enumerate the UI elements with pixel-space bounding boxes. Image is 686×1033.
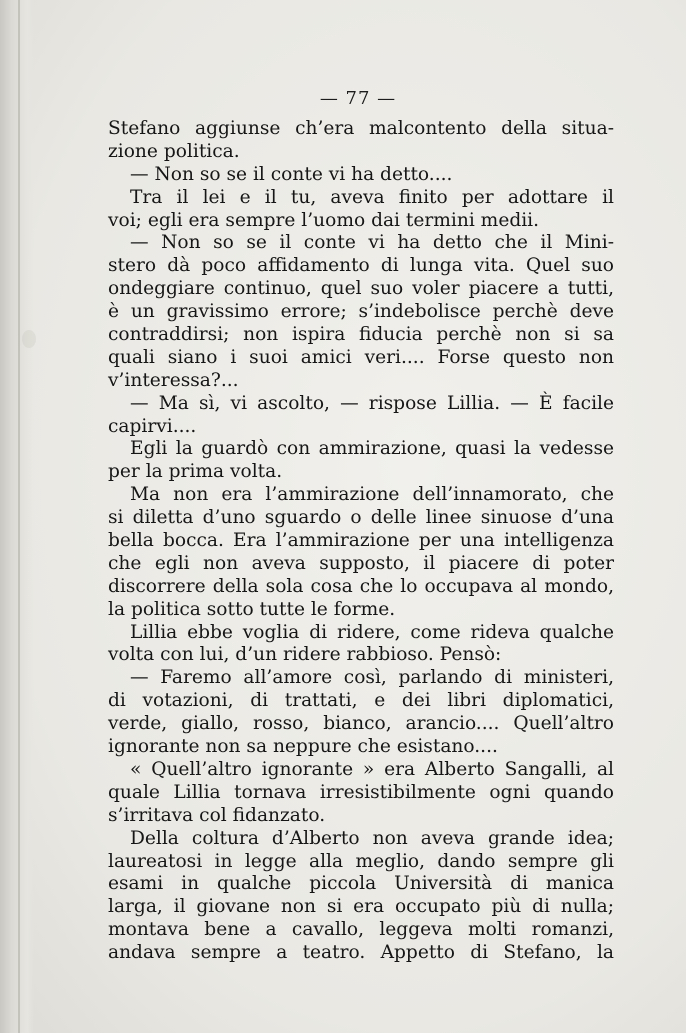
text-line: Tra il lei e il tu, aveva finito per adottare il <box>130 186 614 208</box>
text-line: Della coltura d’Alberto non aveva grande idea; <box>130 827 614 849</box>
text-line: « Quell’altro ignorante » era Alberto Sangalli, al <box>130 758 614 780</box>
paper-stain <box>22 330 36 348</box>
binding-shadow <box>0 0 34 1033</box>
page-number: — 77 — <box>319 88 397 109</box>
text-line: Egli la guardò con ammirazione, quasi la vedesse <box>130 438 614 460</box>
text-line: capirvi.... <box>108 415 197 437</box>
text-line: per la prima volta. <box>108 461 283 483</box>
text-line: quali siano i suoi amici veri.... Forse questo non <box>108 346 614 368</box>
text-line: montava bene a cavallo, leggeva molti romanzi, <box>108 919 614 941</box>
text-line: Ma non era l’ammirazione dell’innamorato, che <box>130 484 614 506</box>
text-line: — Faremo all’amore così, parlando di ministeri, <box>130 667 614 689</box>
binding-gutter-line <box>18 0 20 1033</box>
text-line: — Non so se il conte vi ha detto.... <box>130 163 453 185</box>
text-line: — Ma sì, vi ascolto, — rispose Lillia. — È facile <box>130 392 614 414</box>
text-line: si diletta d’uno sguardo o delle linee sinuose d’una <box>108 507 614 529</box>
text-line: Stefano aggiunse ch’era malcontento della situa- <box>108 118 614 139</box>
text-line: volta con lui, d’un ridere rabbioso. Pensò: <box>108 644 502 666</box>
text-line: voi; egli era sempre l’uomo dai termini medii. <box>108 209 540 231</box>
text-line: è un gravissimo errore; s’indebolisce perchè deve <box>108 301 614 323</box>
text-line: stero dà poco affidamento di lunga vita. Quel suo <box>108 255 614 277</box>
text-line: contraddirsi; non ispira fiducia perchè non si sa <box>108 324 614 346</box>
text-line: andava sempre a teatro. Appetto di Stefano, la <box>108 942 614 964</box>
text-line: larga, il giovane non si era occupato più di nulla; <box>108 896 614 918</box>
text-line: la politica sotto tutte le forme. <box>108 598 396 620</box>
text-line: Lillia ebbe voglia di ridere, come rideva qualche <box>130 621 614 643</box>
body-text <box>108 118 614 965</box>
text-line: discorrere della sola cosa che lo occupava al mondo, <box>108 575 614 597</box>
text-line: bella bocca. Era l’ammirazione per una intelligenza <box>108 530 614 552</box>
text-line: di votazioni, di trattati, e dei libri diplomatici, <box>108 690 614 712</box>
text-line: ondeggiare continuo, quel suo voler piacere a tutti, <box>108 278 614 300</box>
text-line: v’interessa?... <box>108 369 239 391</box>
text-line: s’irritava col fidanzato. <box>108 804 326 826</box>
text-line: verde, giallo, rosso, bianco, arancio.... Quell’altro <box>108 713 614 735</box>
text-line: quale Lillia tornava irresistibilmente ogni quando <box>108 781 614 803</box>
text-line: esami in qualche piccola Università di manica <box>108 873 614 895</box>
text-line: che egli non aveva supposto, il piacere di poter <box>108 552 614 574</box>
text-line: ignorante non sa neppure che esistano.... <box>108 736 498 758</box>
text-line: laureatosi in legge alla meglio, dando sempre gli <box>108 850 614 872</box>
text-line: zione politica. <box>108 140 240 162</box>
text-line: — Non so se il conte vi ha detto che il Mini- <box>130 232 614 254</box>
